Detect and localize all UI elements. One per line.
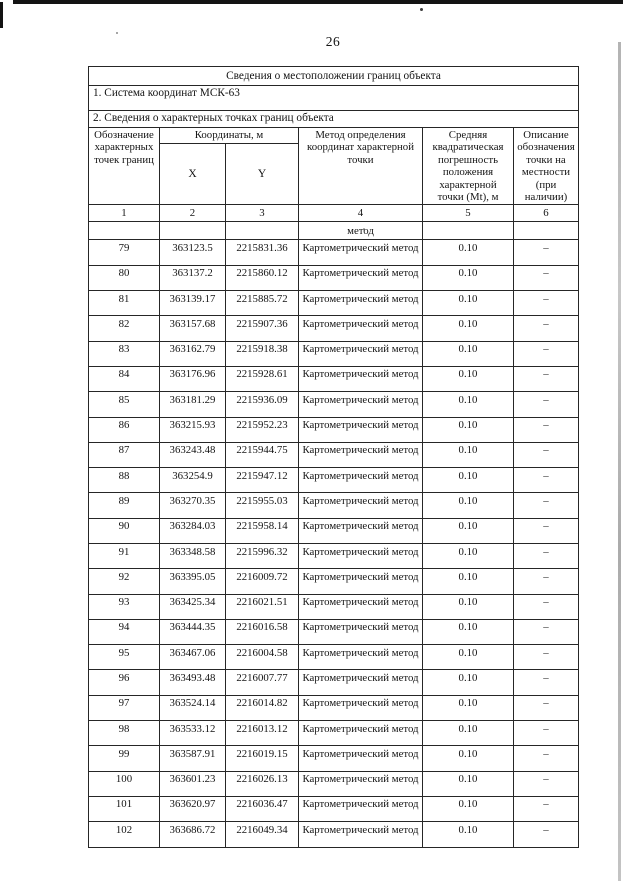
- coordinate-x-cell: 363524.14: [160, 695, 226, 720]
- page-number: 26: [325, 34, 341, 49]
- mt-error-cell: 0.10: [423, 569, 514, 594]
- description-cell: –: [514, 771, 579, 796]
- method-cell: Картометрический метод: [299, 417, 423, 442]
- coordinate-y-cell: 2216016.58: [226, 619, 299, 644]
- point-number-cell: 84: [89, 366, 160, 391]
- mt-error-cell: 0.10: [423, 291, 514, 316]
- description-cell: –: [514, 341, 579, 366]
- method-cell: Картометрический метод: [299, 645, 423, 670]
- coordinate-x-cell: 363425.34: [160, 594, 226, 619]
- point-number-cell: 81: [89, 291, 160, 316]
- table-row: [89, 796, 579, 821]
- column-number-6: 6: [514, 205, 579, 222]
- description-cell: –: [514, 822, 579, 847]
- coordinate-x-cell: 363162.79: [160, 341, 226, 366]
- point-number-cell: 80: [89, 265, 160, 290]
- table-row: [89, 392, 579, 417]
- description-cell: –: [514, 569, 579, 594]
- scan-artifact-top-edge: [13, 0, 623, 4]
- coordinate-y-cell: 2216019.15: [226, 746, 299, 771]
- table-row: [89, 291, 579, 316]
- coordinate-x-cell: 363139.17: [160, 291, 226, 316]
- point-number-cell: 97: [89, 695, 160, 720]
- mt-error-cell: 0.10: [423, 645, 514, 670]
- point-number-cell: 95: [89, 645, 160, 670]
- mt-error-cell: 0.10: [423, 442, 514, 467]
- method-cell: Картометрический метод: [299, 670, 423, 695]
- method-cell: Картометрический метод: [299, 569, 423, 594]
- mt-error-cell: 0.10: [423, 468, 514, 493]
- coordinate-x-cell: 363176.96: [160, 366, 226, 391]
- point-number-cell: 83: [89, 341, 160, 366]
- coordinate-system-row: [89, 86, 579, 111]
- header-mt-error: Средняя квадратическая погрешность положения характерной точки (Mt), м: [423, 128, 514, 205]
- header-row-top: [89, 128, 579, 144]
- table-row: [89, 822, 579, 847]
- coordinate-y-cell: 2215928.61: [226, 366, 299, 391]
- method-cell: Картометрический метод: [299, 822, 423, 847]
- coordinate-x-cell: 363601.23: [160, 771, 226, 796]
- table-row: [89, 594, 579, 619]
- point-number-cell: 89: [89, 493, 160, 518]
- coordinate-y-cell: 2216014.82: [226, 695, 299, 720]
- method-cell: Картометрический метод: [299, 771, 423, 796]
- coordinate-y-cell: 2215860.12: [226, 265, 299, 290]
- mt-error-cell: 0.10: [423, 417, 514, 442]
- coordinate-y-cell: 2215936.09: [226, 392, 299, 417]
- point-number-cell: 94: [89, 619, 160, 644]
- table-row: [89, 544, 579, 569]
- table-title-row: [89, 67, 579, 86]
- coordinate-x-cell: 363348.58: [160, 544, 226, 569]
- point-number-cell: 88: [89, 468, 160, 493]
- point-number-cell: 99: [89, 746, 160, 771]
- mt-error-cell: 0.10: [423, 619, 514, 644]
- coordinate-x-cell: 363270.35: [160, 493, 226, 518]
- mt-error-cell: 0.10: [423, 493, 514, 518]
- description-cell: –: [514, 670, 579, 695]
- coordinate-x-cell: 363215.93: [160, 417, 226, 442]
- coordinate-x-cell: 363686.72: [160, 822, 226, 847]
- coordinate-y-cell: 2215885.72: [226, 291, 299, 316]
- coordinate-y-cell: 2215952.23: [226, 417, 299, 442]
- point-number-cell: 93: [89, 594, 160, 619]
- method-cell: Картометрический метод: [299, 392, 423, 417]
- description-cell: –: [514, 721, 579, 746]
- header-y: Y: [226, 143, 299, 205]
- coordinate-y-cell: 2216004.58: [226, 645, 299, 670]
- mt-error-cell: 0.10: [423, 594, 514, 619]
- method-cell: Картометрический метод: [299, 493, 423, 518]
- method-cell: Картометрический метод: [299, 291, 423, 316]
- method-cell: Картометрический метод: [299, 265, 423, 290]
- description-cell: –: [514, 468, 579, 493]
- method-cell: Картометрический метод: [299, 240, 423, 265]
- table-row: [89, 645, 579, 670]
- description-cell: –: [514, 746, 579, 771]
- carryover-row: [89, 222, 579, 240]
- boundary-points-table: [88, 66, 579, 848]
- carryover-method-cell: метод: [299, 222, 423, 240]
- empty-cell: [89, 222, 160, 240]
- description-cell: –: [514, 366, 579, 391]
- column-number-4: 4: [299, 205, 423, 222]
- coordinate-y-cell: 2216036.47: [226, 796, 299, 821]
- coordinate-y-cell: 2216049.34: [226, 822, 299, 847]
- points-rows: [89, 67, 579, 848]
- coordinate-y-cell: 2215958.14: [226, 518, 299, 543]
- empty-cell: [160, 222, 226, 240]
- coordinate-y-cell: 2215955.03: [226, 493, 299, 518]
- header-method: Метод определения координат характерной точки: [299, 128, 423, 205]
- mt-error-cell: 0.10: [423, 771, 514, 796]
- coordinate-y-cell: 2216021.51: [226, 594, 299, 619]
- mt-error-cell: 0.10: [423, 670, 514, 695]
- method-cell: Картометрический метод: [299, 594, 423, 619]
- point-number-cell: 102: [89, 822, 160, 847]
- table-row: [89, 746, 579, 771]
- scan-speck: [420, 8, 423, 11]
- description-cell: –: [514, 544, 579, 569]
- coordinate-y-cell: 2215831.36: [226, 240, 299, 265]
- header-coordinates-group: Координаты, м: [160, 128, 299, 144]
- coordinate-y-cell: 2215907.36: [226, 316, 299, 341]
- mt-error-cell: 0.10: [423, 544, 514, 569]
- description-cell: –: [514, 265, 579, 290]
- coordinate-y-cell: 2215996.32: [226, 544, 299, 569]
- method-cell: Картометрический метод: [299, 746, 423, 771]
- description-cell: –: [514, 493, 579, 518]
- point-number-cell: 79: [89, 240, 160, 265]
- header-description: Описание обозначения точки на местности (при наличии): [514, 128, 579, 205]
- column-numbers-row: [89, 205, 579, 222]
- table-row: [89, 265, 579, 290]
- coordinate-x-cell: 363467.06: [160, 645, 226, 670]
- point-number-cell: 82: [89, 316, 160, 341]
- method-cell: Картометрический метод: [299, 316, 423, 341]
- coordinate-y-cell: 2216007.77: [226, 670, 299, 695]
- mt-error-cell: 0.10: [423, 316, 514, 341]
- column-number-3: 3: [226, 205, 299, 222]
- method-cell: Картометрический метод: [299, 518, 423, 543]
- table-row: [89, 771, 579, 796]
- method-cell: Картометрический метод: [299, 721, 423, 746]
- empty-cell: [226, 222, 299, 240]
- description-cell: –: [514, 392, 579, 417]
- coordinate-x-cell: 363181.29: [160, 392, 226, 417]
- coordinate-y-cell: 2216009.72: [226, 569, 299, 594]
- description-cell: –: [514, 240, 579, 265]
- method-cell: Картометрический метод: [299, 544, 423, 569]
- point-number-cell: 90: [89, 518, 160, 543]
- point-number-cell: 85: [89, 392, 160, 417]
- table-title: Сведения о местоположении границ объекта: [89, 67, 579, 86]
- description-cell: –: [514, 417, 579, 442]
- description-cell: –: [514, 619, 579, 644]
- description-cell: –: [514, 645, 579, 670]
- description-cell: –: [514, 594, 579, 619]
- coordinate-x-cell: 363254.9: [160, 468, 226, 493]
- points-section-label: 2. Сведения о характерных точках границ объекта: [89, 111, 579, 128]
- coordinate-y-cell: 2216026.13: [226, 771, 299, 796]
- coordinate-x-cell: 363620.97: [160, 796, 226, 821]
- scan-artifact-right-edge: [618, 42, 621, 881]
- description-cell: –: [514, 442, 579, 467]
- table-row: [89, 316, 579, 341]
- method-cell: Картометрический метод: [299, 695, 423, 720]
- coordinate-x-cell: 363395.05: [160, 569, 226, 594]
- table-row: [89, 417, 579, 442]
- coordinate-x-cell: 363157.68: [160, 316, 226, 341]
- description-cell: –: [514, 316, 579, 341]
- point-number-cell: 100: [89, 771, 160, 796]
- table-row: [89, 366, 579, 391]
- coordinate-x-cell: 363587.91: [160, 746, 226, 771]
- coordinate-y-cell: 2215918.38: [226, 341, 299, 366]
- empty-cell: [514, 222, 579, 240]
- method-cell: Картометрический метод: [299, 619, 423, 644]
- column-number-1: 1: [89, 205, 160, 222]
- mt-error-cell: 0.10: [423, 265, 514, 290]
- table-row: [89, 721, 579, 746]
- empty-cell: [423, 222, 514, 240]
- point-number-cell: 101: [89, 796, 160, 821]
- description-cell: –: [514, 518, 579, 543]
- header-x: X: [160, 143, 226, 205]
- method-cell: Картометрический метод: [299, 442, 423, 467]
- mt-error-cell: 0.10: [423, 746, 514, 771]
- point-number-cell: 92: [89, 569, 160, 594]
- points-section-row: [89, 111, 579, 128]
- point-number-cell: 87: [89, 442, 160, 467]
- description-cell: –: [514, 796, 579, 821]
- table-row: [89, 493, 579, 518]
- mt-error-cell: 0.10: [423, 796, 514, 821]
- mt-error-cell: 0.10: [423, 822, 514, 847]
- table-row: [89, 619, 579, 644]
- column-number-2: 2: [160, 205, 226, 222]
- scan-artifact-left-edge: [0, 2, 3, 28]
- table-row: [89, 670, 579, 695]
- table-row: [89, 695, 579, 720]
- coordinate-y-cell: 2215947.12: [226, 468, 299, 493]
- table-row: [89, 518, 579, 543]
- description-cell: –: [514, 695, 579, 720]
- mt-error-cell: 0.10: [423, 240, 514, 265]
- point-number-cell: 86: [89, 417, 160, 442]
- mt-error-cell: 0.10: [423, 392, 514, 417]
- coordinate-x-cell: 363444.35: [160, 619, 226, 644]
- column-number-5: 5: [423, 205, 514, 222]
- coordinate-y-cell: 2215944.75: [226, 442, 299, 467]
- description-cell: –: [514, 291, 579, 316]
- coordinate-x-cell: 363284.03: [160, 518, 226, 543]
- coordinate-system-label: 1. Система координат МСК-63: [89, 86, 579, 111]
- mt-error-cell: 0.10: [423, 695, 514, 720]
- point-number-cell: 96: [89, 670, 160, 695]
- table-row: [89, 240, 579, 265]
- method-cell: Картометрический метод: [299, 796, 423, 821]
- mt-error-cell: 0.10: [423, 518, 514, 543]
- table-row: [89, 341, 579, 366]
- coordinate-y-cell: 2216013.12: [226, 721, 299, 746]
- point-number-cell: 91: [89, 544, 160, 569]
- coordinate-x-cell: 363137.2: [160, 265, 226, 290]
- point-number-cell: 98: [89, 721, 160, 746]
- table-row: [89, 569, 579, 594]
- method-cell: Картометрический метод: [299, 366, 423, 391]
- method-cell: Картометрический метод: [299, 341, 423, 366]
- coordinate-x-cell: 363493.48: [160, 670, 226, 695]
- mt-error-cell: 0.10: [423, 721, 514, 746]
- table-row: [89, 442, 579, 467]
- method-cell: Картометрический метод: [299, 468, 423, 493]
- mt-error-cell: 0.10: [423, 366, 514, 391]
- coordinate-x-cell: 363243.48: [160, 442, 226, 467]
- table-row: [89, 468, 579, 493]
- header-point-designation: Обозначение характерных точек границ: [89, 128, 160, 205]
- coordinate-x-cell: 363533.12: [160, 721, 226, 746]
- mt-error-cell: 0.10: [423, 341, 514, 366]
- coordinate-x-cell: 363123.5: [160, 240, 226, 265]
